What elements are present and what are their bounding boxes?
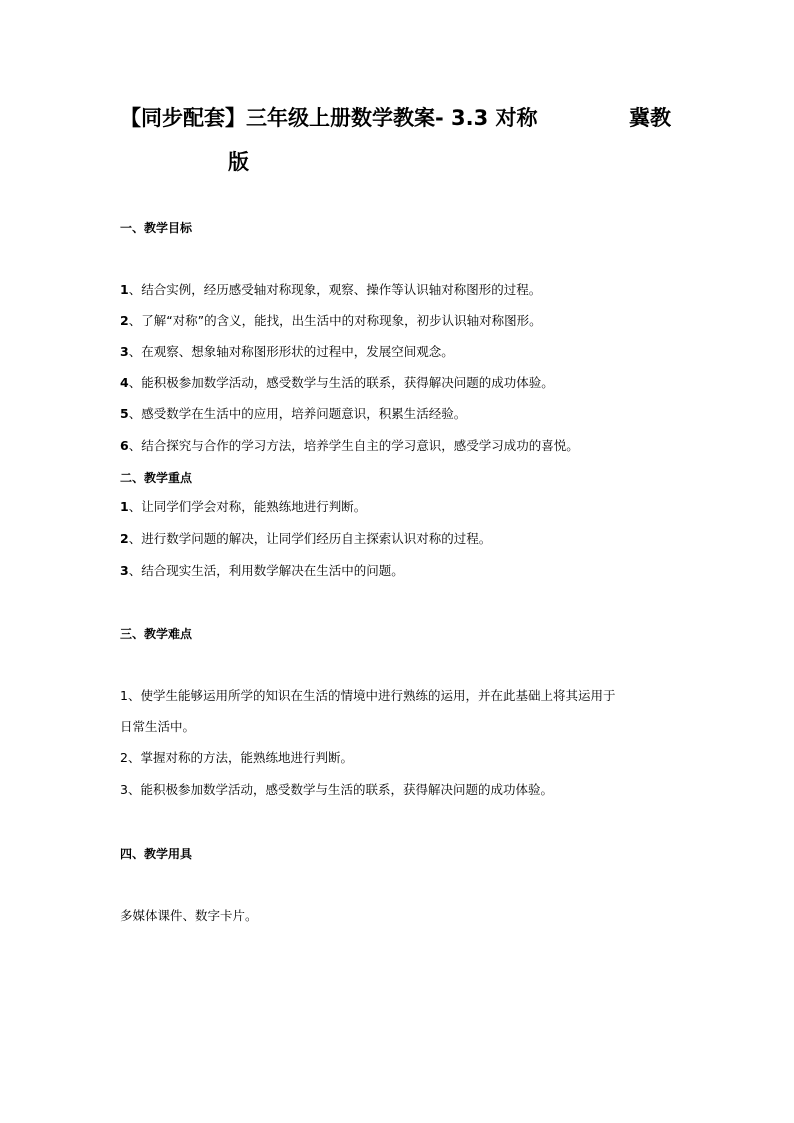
- document-title-edition: 冀教: [629, 106, 671, 130]
- difficult-item-1-line-2: 日常生活中。: [120, 719, 196, 734]
- section-heading-difficult: 三、教学难点: [120, 627, 193, 641]
- goal-item: [120, 281, 541, 299]
- key-item-number: 2: [120, 531, 129, 546]
- tools-text: 多媒体课件、数字卡片。: [120, 908, 258, 923]
- goal-item: [120, 374, 554, 392]
- key-item-text: 、进行数学问题的解决，让同学们经历自主探索认识对称的过程。: [128, 531, 492, 546]
- goal-item: [120, 405, 466, 423]
- key-item-text: 、结合现实生活，利用数学解决在生活中的问题。: [128, 563, 404, 578]
- goal-item-text: 、感受数学在生活中的应用，培养问题意识，积累生活经验。: [128, 406, 467, 421]
- section-heading-key: 二、教学重点: [120, 471, 193, 485]
- goal-item-number: 4: [120, 375, 129, 390]
- goal-item-text: 、了解“对称”的含义，能找，出生活中的对称现象，初步认识轴对称图形。: [128, 313, 542, 328]
- key-item: [120, 498, 366, 516]
- section-heading-tools: 四、教学用具: [120, 847, 193, 861]
- key-item-number: 1: [120, 499, 129, 514]
- goal-item-text: 、结合实例，经历感受轴对称现象，观察、操作等认识轴对称图形的过程。: [128, 282, 542, 297]
- key-item-text: 、让同学们学会对称，能熟练地进行判断。: [128, 499, 367, 514]
- goal-item-text: 、在观察、想象轴对称图形形状的过程中，发展空间观念。: [128, 344, 454, 359]
- difficult-item-1-line-1: 1、使学生能够运用所学的知识在生活的情境中进行熟练的运用，并在此基础上将其运用于: [120, 688, 616, 703]
- goal-item-number: 2: [120, 313, 129, 328]
- document-title: 【同步配套】三年级上册数学教案- 3.3 对称: [120, 106, 538, 130]
- difficult-item-2: 2、掌握对称的方法，能熟练地进行判断。: [120, 750, 353, 765]
- goal-item: [120, 312, 542, 330]
- key-item-number: 3: [120, 563, 129, 578]
- goal-item-number: 5: [120, 406, 129, 421]
- key-item: [120, 562, 404, 580]
- goal-item-number: 6: [120, 438, 129, 453]
- key-item: [120, 530, 491, 548]
- section-heading-goals: 一、教学目标: [120, 221, 193, 235]
- goal-item: [120, 343, 454, 361]
- difficult-item-3: 3、能积极参加数学活动，感受数学与生活的联系，获得解决问题的成功体验。: [120, 782, 553, 797]
- goal-item-number: 1: [120, 282, 129, 297]
- goal-item: [120, 437, 579, 455]
- goal-item-text: 、结合探究与合作的学习方法，培养学生自主的学习意识，感受学习成功的喜悦。: [128, 438, 579, 453]
- document-title-continuation: 版: [228, 150, 249, 174]
- goal-item-text: 、能积极参加数学活动，感受数学与生活的联系，获得解决问题的成功体验。: [128, 375, 554, 390]
- goal-item-number: 3: [120, 344, 129, 359]
